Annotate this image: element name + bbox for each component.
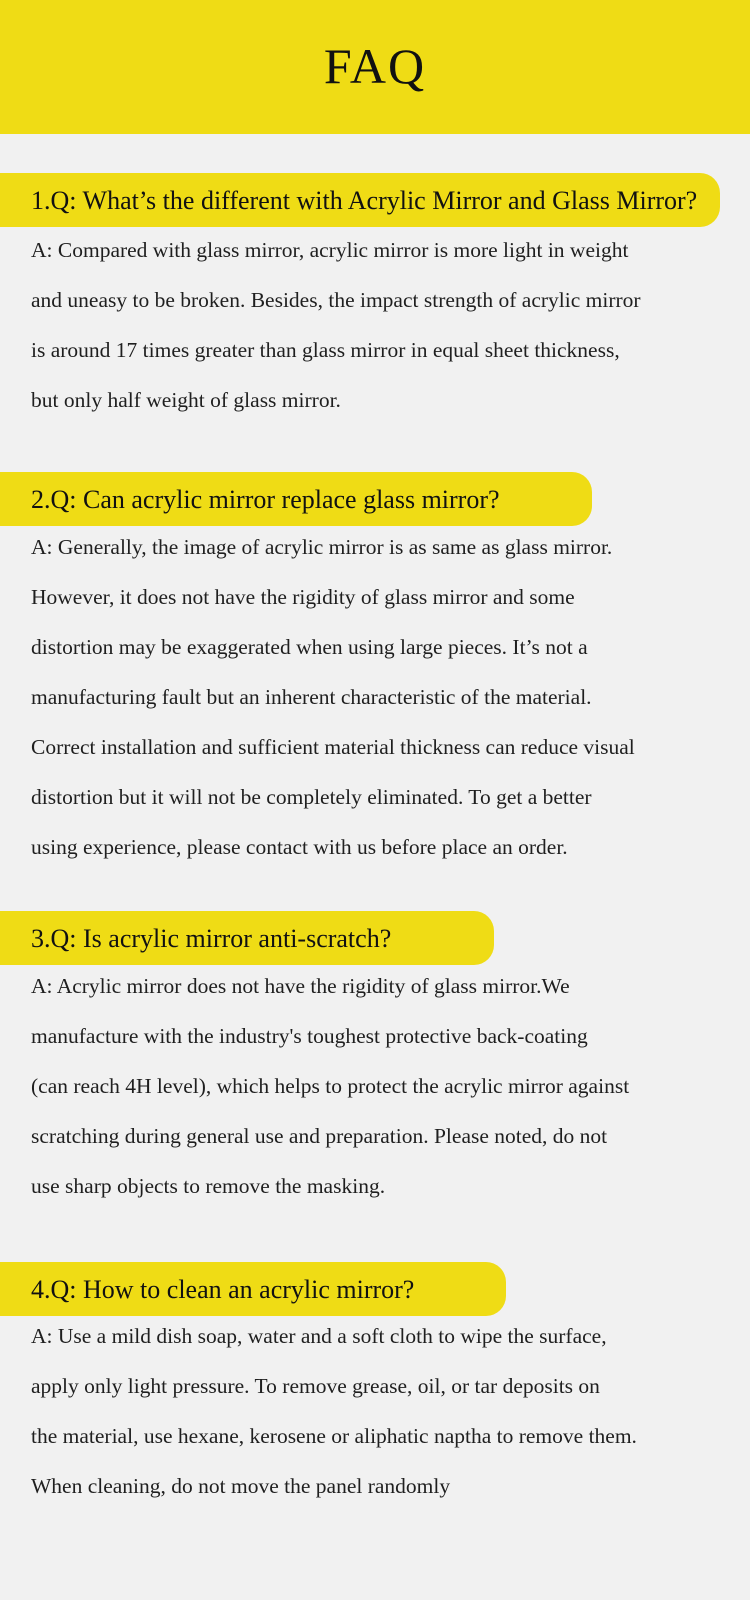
answer-line: distortion may be exaggerated when using large pieces. It’s not a	[31, 635, 588, 659]
answer-block	[31, 522, 731, 872]
answer-line: manufacture with the industry's toughest protective back-coating	[31, 1024, 588, 1048]
answer-line: distortion but it will not be completely eliminated. To get a better	[31, 785, 592, 809]
answer-line: is around 17 times greater than glass mirror in equal sheet thickness,	[31, 338, 620, 362]
answer-line: When cleaning, do not move the panel randomly	[31, 1474, 451, 1498]
answer-line: scratching during general use and preparation. Please noted, do not	[31, 1124, 608, 1148]
question-banner	[0, 472, 592, 526]
answer-block	[31, 1311, 731, 1511]
answer-line: apply only light pressure. To remove grease, oil, or tar deposits on	[31, 1374, 600, 1398]
question-text: 3.Q: Is acrylic mirror anti-scratch?	[31, 924, 392, 953]
answer-line: use sharp objects to remove the masking.	[31, 1174, 386, 1198]
answer-line: but only half weight of glass mirror.	[31, 388, 341, 412]
answer-line: A: Use a mild dish soap, water and a soft cloth to wipe the surface,	[31, 1324, 607, 1348]
answer-line: A: Compared with glass mirror, acrylic mirror is more light in weight	[31, 238, 629, 262]
question-banner	[0, 911, 494, 965]
answer-line: Correct installation and sufficient material thickness can reduce visual	[31, 735, 635, 759]
answer-line: manufacturing fault but an inherent characteristic of the material.	[31, 685, 592, 709]
answer-block	[31, 225, 731, 425]
answer-line: (can reach 4H level), which helps to protect the acrylic mirror against	[31, 1074, 630, 1098]
answer-line: using experience, please contact with us before place an order.	[31, 835, 568, 859]
answer-line: However, it does not have the rigidity of glass mirror and some	[31, 585, 575, 609]
question-text: 4.Q: How to clean an acrylic mirror?	[31, 1275, 415, 1304]
faq-header	[0, 0, 750, 134]
page-title: FAQ	[323, 38, 427, 94]
answer-line: A: Acrylic mirror does not have the rigidity of glass mirror.We	[31, 974, 570, 998]
question-text: 1.Q: What’s the different with Acrylic Mirror and Glass Mirror?	[31, 186, 698, 215]
answer-block	[31, 961, 731, 1211]
answer-line: the material, use hexane, kerosene or aliphatic naptha to remove them.	[31, 1424, 637, 1448]
question-banner	[0, 173, 720, 227]
question-text: 2.Q: Can acrylic mirror replace glass mirror?	[31, 485, 500, 514]
answer-line: and uneasy to be broken. Besides, the impact strength of acrylic mirror	[31, 288, 641, 312]
question-banner	[0, 1262, 506, 1316]
answer-line: A: Generally, the image of acrylic mirror is as same as glass mirror.	[31, 535, 613, 559]
